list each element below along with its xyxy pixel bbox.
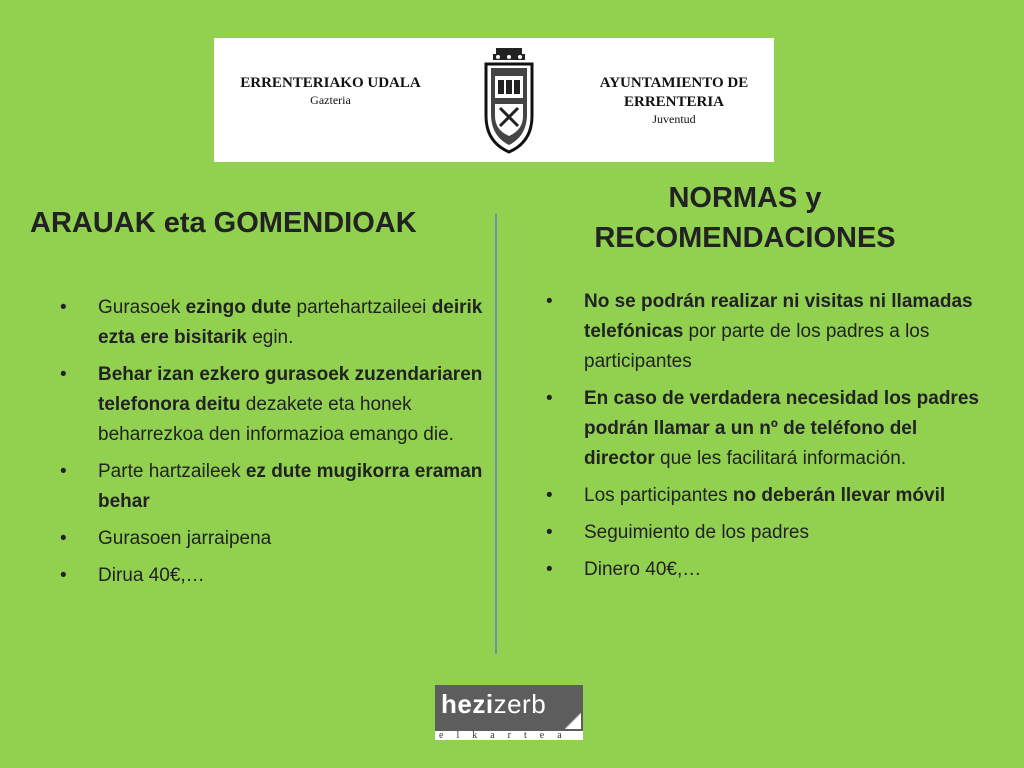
bold-text: deirik ezta ere bisitarik	[98, 297, 483, 348]
basque-rule-item	[60, 360, 490, 450]
text: Dinero 40€,…	[584, 559, 702, 580]
coat-of-arms-icon	[480, 46, 538, 156]
bold-text: Behar izan ezkero gurasoek zuzendariaren telefonora deitu	[98, 364, 483, 415]
text: Seguimiento de los padres	[584, 522, 809, 543]
basque-rules-list	[60, 293, 490, 598]
basque-column-title: ARAUAK eta GOMENDIOAK	[30, 207, 417, 239]
spanish-rule-item	[546, 287, 986, 377]
spanish-org-name-line1: AYUNTAMIENTO DE	[599, 75, 749, 91]
basque-org-name: ERRENTERIAKO UDALA	[240, 75, 421, 91]
basque-rule-item	[60, 561, 490, 591]
bold-text: ez dute mugikorra eraman behar	[98, 461, 483, 512]
basque-dept: Gazteria	[310, 93, 351, 107]
logo-subtitle: elkartea	[439, 730, 575, 741]
spanish-title-line2: RECOMENDACIONES	[594, 222, 896, 254]
text: partehartzaileei	[291, 297, 432, 318]
spanish-title-line1: NORMAS y	[668, 182, 822, 214]
logo-wordmark	[441, 689, 546, 720]
spanish-rule-item	[546, 518, 986, 548]
text: Dirua 40€,…	[98, 565, 205, 586]
bold-text: ezingo dute	[185, 297, 292, 318]
spanish-rules-list	[546, 287, 986, 592]
hezizerb-logo	[435, 685, 583, 740]
logo-box	[435, 685, 583, 731]
folded-corner-icon	[565, 713, 581, 729]
text: Parte hartzaileek	[98, 461, 246, 482]
spanish-org-block	[574, 74, 774, 127]
spanish-rule-item	[546, 481, 986, 511]
basque-org-block	[218, 74, 443, 108]
column-divider	[495, 214, 497, 654]
spanish-rule-item	[546, 555, 986, 585]
bold-text: En caso de verdadera necesidad los padres podrán llamar a un nº de teléfono del director	[584, 388, 979, 469]
basque-rule-item	[60, 524, 490, 554]
text: por parte de los padres a los participantes	[584, 321, 930, 372]
logo-part2: zerb	[493, 689, 547, 719]
spanish-dept: Juventud	[652, 112, 696, 126]
header-banner	[214, 38, 774, 162]
logo-part1: hezi	[441, 689, 494, 719]
spanish-rule-item	[546, 384, 986, 474]
spanish-org-name-line2: ERRENTERIA	[623, 94, 725, 110]
text: egin.	[246, 327, 294, 348]
basque-rule-item	[60, 457, 490, 517]
text: dezakete eta honek beharrezkoa den informazioa emango die.	[98, 394, 454, 445]
spanish-column-title	[520, 178, 970, 258]
text: Gurasoen jarraipena	[98, 528, 272, 549]
text: que les facilitará información.	[654, 448, 907, 469]
text: Los participantes	[584, 485, 733, 506]
basque-rule-item	[60, 293, 490, 353]
text: Gurasoek	[98, 297, 186, 318]
bold-text: No se podrán realizar ni visitas ni llamadas telefónicas	[584, 291, 973, 342]
bold-text: no deberán llevar móvil	[732, 485, 946, 506]
